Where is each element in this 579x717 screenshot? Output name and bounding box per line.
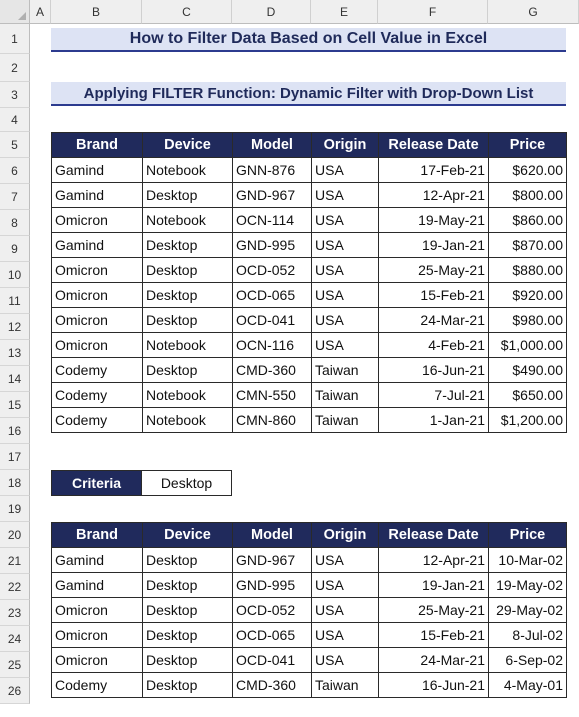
brand-cell[interactable]: Codemy (52, 673, 143, 698)
release-date-cell[interactable]: 15-Feb-21 (379, 623, 489, 648)
origin-cell[interactable]: USA (312, 573, 379, 598)
model-cell[interactable]: GNN-876 (233, 158, 312, 183)
header-brand[interactable]: Brand (52, 523, 143, 548)
brand-cell[interactable]: Omicron (52, 208, 143, 233)
price-cell[interactable]: 8-Jul-02 (489, 623, 567, 648)
criteria-dropdown[interactable]: Desktop (142, 470, 232, 496)
model-cell[interactable]: GND-967 (233, 183, 312, 208)
criteria-label[interactable]: Criteria (51, 470, 142, 496)
table-row (52, 573, 567, 598)
header-brand[interactable]: Brand (52, 133, 143, 158)
row-header-8[interactable]: 8 (0, 210, 30, 236)
release-date-cell[interactable]: 7-Jul-21 (379, 383, 489, 408)
release-date-cell[interactable]: 16-Jun-21 (379, 358, 489, 383)
device-cell[interactable]: Notebook (143, 408, 233, 433)
header-model[interactable]: Model (233, 133, 312, 158)
brand-cell[interactable]: Codemy (52, 408, 143, 433)
origin-cell[interactable]: USA (312, 208, 379, 233)
row-header-5[interactable]: 5 (0, 132, 30, 158)
price-cell[interactable]: $490.00 (489, 358, 567, 383)
table-row (52, 233, 567, 258)
model-cell[interactable]: OCD-065 (233, 623, 312, 648)
model-cell[interactable]: OCN-116 (233, 333, 312, 358)
header-price[interactable]: Price (489, 523, 567, 548)
device-cell[interactable]: Desktop (143, 308, 233, 333)
release-date-cell[interactable]: 25-May-21 (379, 258, 489, 283)
table-row (52, 383, 567, 408)
row-header-12[interactable]: 12 (0, 314, 30, 340)
row-header-17[interactable]: 17 (0, 444, 30, 470)
row-header-1[interactable]: 1 (0, 24, 30, 54)
release-date-cell[interactable]: 12-Apr-21 (379, 183, 489, 208)
column-header-b[interactable]: B (51, 0, 142, 24)
origin-cell[interactable]: USA (312, 333, 379, 358)
price-cell[interactable]: $800.00 (489, 183, 567, 208)
row-header-9[interactable]: 9 (0, 236, 30, 262)
header-origin[interactable]: Origin (312, 523, 379, 548)
header-origin[interactable]: Origin (312, 133, 379, 158)
device-cell[interactable]: Desktop (143, 258, 233, 283)
brand-cell[interactable]: Gamind (52, 158, 143, 183)
price-cell[interactable]: $860.00 (489, 208, 567, 233)
header-price[interactable]: Price (489, 133, 567, 158)
column-header-f[interactable]: F (378, 0, 488, 24)
origin-cell[interactable]: USA (312, 183, 379, 208)
origin-cell[interactable]: USA (312, 258, 379, 283)
device-cell[interactable]: Notebook (143, 208, 233, 233)
device-cell[interactable]: Notebook (143, 333, 233, 358)
origin-cell[interactable]: Taiwan (312, 673, 379, 698)
row-header-18[interactable]: 18 (0, 470, 30, 496)
model-cell[interactable]: OCD-052 (233, 258, 312, 283)
device-cell[interactable]: Desktop (143, 183, 233, 208)
brand-cell[interactable]: Omicron (52, 333, 143, 358)
price-cell[interactable]: $920.00 (489, 283, 567, 308)
release-date-cell[interactable]: 24-Mar-21 (379, 308, 489, 333)
row-header-13[interactable]: 13 (0, 340, 30, 366)
brand-cell[interactable]: Omicron (52, 648, 143, 673)
section-subtitle[interactable]: Applying FILTER Function: Dynamic Filter with Drop-Down List (51, 82, 566, 106)
table-row (52, 598, 567, 623)
model-cell[interactable]: OCD-041 (233, 308, 312, 333)
model-cell[interactable]: OCD-065 (233, 283, 312, 308)
model-cell[interactable]: GND-995 (233, 573, 312, 598)
origin-cell[interactable]: USA (312, 623, 379, 648)
model-cell[interactable]: GND-967 (233, 548, 312, 573)
header-device[interactable]: Device (143, 133, 233, 158)
row-header-15[interactable]: 15 (0, 392, 30, 418)
source-header-row (52, 133, 567, 158)
device-cell[interactable]: Notebook (143, 383, 233, 408)
source-data-table (51, 132, 567, 433)
brand-cell[interactable]: Omicron (52, 598, 143, 623)
origin-cell[interactable]: USA (312, 308, 379, 333)
column-header-e[interactable]: E (311, 0, 378, 24)
device-cell[interactable]: Desktop (143, 623, 233, 648)
origin-cell[interactable]: USA (312, 548, 379, 573)
row-header-26[interactable]: 26 (0, 678, 30, 704)
origin-cell[interactable]: Taiwan (312, 408, 379, 433)
column-header-c[interactable]: C (142, 0, 232, 24)
row-header-14[interactable]: 14 (0, 366, 30, 392)
model-cell[interactable]: OCD-041 (233, 648, 312, 673)
device-cell[interactable]: Desktop (143, 573, 233, 598)
table-row (52, 673, 567, 698)
row-header-11[interactable]: 11 (0, 288, 30, 314)
header-device[interactable]: Device (143, 523, 233, 548)
row-header-21[interactable]: 21 (0, 548, 30, 574)
table-row (52, 548, 567, 573)
device-cell[interactable]: Desktop (143, 358, 233, 383)
device-cell[interactable]: Desktop (143, 648, 233, 673)
table-row (52, 408, 567, 433)
brand-cell[interactable]: Gamind (52, 548, 143, 573)
header-release-date[interactable]: Release Date (379, 133, 489, 158)
row-header-7[interactable]: 7 (0, 184, 30, 210)
row-header-10[interactable]: 10 (0, 262, 30, 288)
source-table-body (52, 158, 567, 433)
model-cell[interactable]: CMD-360 (233, 673, 312, 698)
origin-cell[interactable]: USA (312, 158, 379, 183)
row-header-16[interactable]: 16 (0, 418, 30, 444)
origin-cell[interactable]: Taiwan (312, 383, 379, 408)
table-row (52, 283, 567, 308)
price-cell[interactable]: $880.00 (489, 258, 567, 283)
price-cell[interactable]: 19-May-02 (489, 573, 567, 598)
header-model[interactable]: Model (233, 523, 312, 548)
row-header-22[interactable]: 22 (0, 574, 30, 600)
row-header-3[interactable]: 3 (0, 82, 30, 108)
row-header-20[interactable]: 20 (0, 522, 30, 548)
select-all-icon (18, 12, 26, 20)
release-date-cell[interactable]: 4-Feb-21 (379, 333, 489, 358)
model-cell[interactable]: OCN-114 (233, 208, 312, 233)
price-cell[interactable]: $870.00 (489, 233, 567, 258)
row-header-6[interactable]: 6 (0, 158, 30, 184)
device-cell[interactable]: Desktop (143, 233, 233, 258)
price-cell[interactable]: $980.00 (489, 308, 567, 333)
column-header-a[interactable]: A (30, 0, 51, 24)
release-date-cell[interactable]: 19-Jan-21 (379, 573, 489, 598)
table-row (52, 623, 567, 648)
release-date-cell[interactable]: 25-May-21 (379, 598, 489, 623)
select-all-corner[interactable] (0, 0, 30, 24)
release-date-cell[interactable]: 12-Apr-21 (379, 548, 489, 573)
model-cell[interactable]: OCD-052 (233, 598, 312, 623)
row-header-4[interactable]: 4 (0, 108, 30, 132)
origin-cell[interactable]: USA (312, 648, 379, 673)
column-header-d[interactable]: D (232, 0, 311, 24)
brand-cell[interactable]: Codemy (52, 383, 143, 408)
row-header-19[interactable]: 19 (0, 496, 30, 522)
brand-cell[interactable]: Omicron (52, 623, 143, 648)
brand-cell[interactable]: Codemy (52, 358, 143, 383)
table-row (52, 648, 567, 673)
model-cell[interactable]: CMD-360 (233, 358, 312, 383)
release-date-cell[interactable]: 19-May-21 (379, 208, 489, 233)
model-cell[interactable]: CMN-550 (233, 383, 312, 408)
brand-cell[interactable]: Gamind (52, 233, 143, 258)
row-header-23[interactable]: 23 (0, 600, 30, 626)
price-cell[interactable]: 6-Sep-02 (489, 648, 567, 673)
device-cell[interactable]: Desktop (143, 673, 233, 698)
brand-cell[interactable]: Omicron (52, 308, 143, 333)
sheet-title[interactable]: How to Filter Data Based on Cell Value in Excel (51, 28, 566, 52)
origin-cell[interactable]: USA (312, 283, 379, 308)
model-cell[interactable]: CMN-860 (233, 408, 312, 433)
device-cell[interactable]: Desktop (143, 283, 233, 308)
price-cell[interactable]: $1,200.00 (489, 408, 567, 433)
release-date-cell[interactable]: 16-Jun-21 (379, 673, 489, 698)
row-header-2[interactable]: 2 (0, 54, 30, 82)
brand-cell[interactable]: Omicron (52, 283, 143, 308)
brand-cell[interactable]: Omicron (52, 258, 143, 283)
origin-cell[interactable]: USA (312, 233, 379, 258)
price-cell[interactable]: 10-Mar-02 (489, 548, 567, 573)
column-header-g[interactable]: G (488, 0, 579, 24)
price-cell[interactable]: 29-May-02 (489, 598, 567, 623)
origin-cell[interactable]: Taiwan (312, 358, 379, 383)
row-header-25[interactable]: 25 (0, 652, 30, 678)
price-cell[interactable]: $1,000.00 (489, 333, 567, 358)
filtered-result-table (51, 522, 567, 698)
brand-cell[interactable]: Gamind (52, 183, 143, 208)
price-cell[interactable]: $650.00 (489, 383, 567, 408)
price-cell[interactable]: $620.00 (489, 158, 567, 183)
table-row (52, 208, 567, 233)
criteria-block (51, 470, 232, 496)
release-date-cell[interactable]: 1-Jan-21 (379, 408, 489, 433)
table-row (52, 258, 567, 283)
device-cell[interactable]: Desktop (143, 548, 233, 573)
price-cell[interactable]: 4-May-01 (489, 673, 567, 698)
result-table-body (52, 548, 567, 698)
device-cell[interactable]: Desktop (143, 598, 233, 623)
row-header-24[interactable]: 24 (0, 626, 30, 652)
table-row (52, 358, 567, 383)
table-row (52, 158, 567, 183)
release-date-cell[interactable]: 19-Jan-21 (379, 233, 489, 258)
release-date-cell[interactable]: 17-Feb-21 (379, 158, 489, 183)
table-row (52, 308, 567, 333)
table-row (52, 333, 567, 358)
model-cell[interactable]: GND-995 (233, 233, 312, 258)
origin-cell[interactable]: USA (312, 598, 379, 623)
brand-cell[interactable]: Gamind (52, 573, 143, 598)
result-header-row (52, 523, 567, 548)
header-release-date[interactable]: Release Date (379, 523, 489, 548)
table-row (52, 183, 567, 208)
release-date-cell[interactable]: 24-Mar-21 (379, 648, 489, 673)
release-date-cell[interactable]: 15-Feb-21 (379, 283, 489, 308)
device-cell[interactable]: Notebook (143, 158, 233, 183)
